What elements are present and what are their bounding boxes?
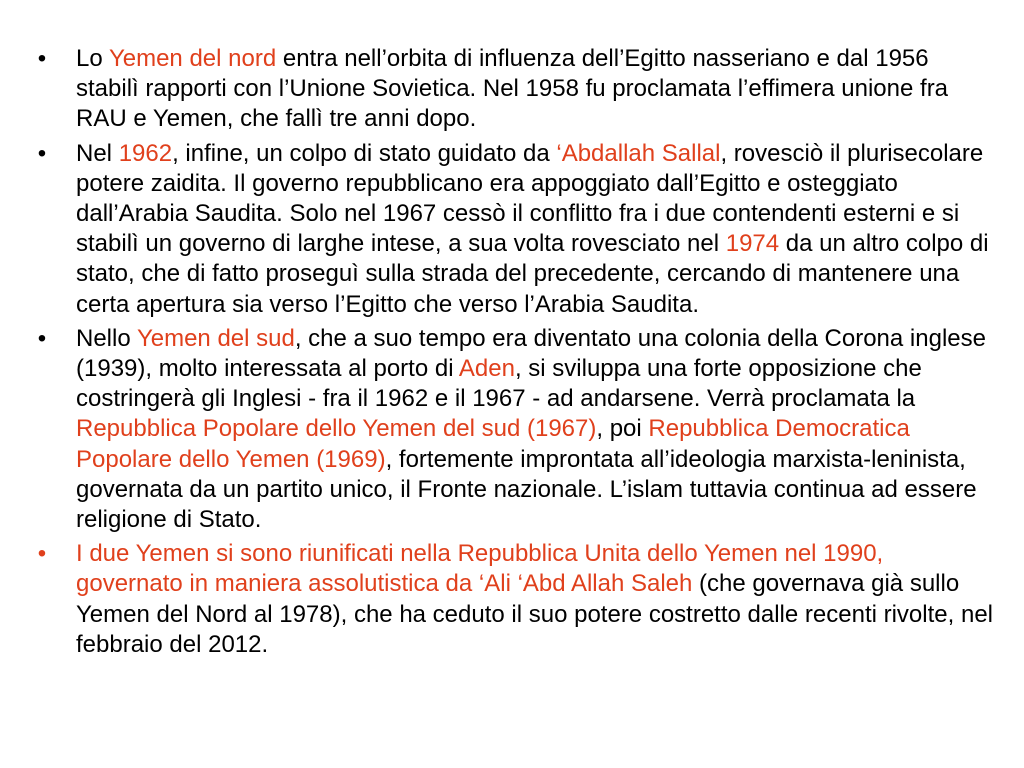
bullet-item-4: [37, 539, 996, 660]
text-segment: Nel: [76, 139, 119, 167]
bullet-dot: •: [37, 540, 47, 568]
text-segment: , infine, un colpo di stato guidato da: [172, 139, 557, 167]
text-segment: entra nell’orbita di influenza dell’Egitto nasseriano e dal 1956 stabilì rapporti con l’Unione Sovietica. Nel 1958 fu proclamata l’effimera unione fra RAU e Yemen, che fallì tre anni dopo.: [76, 45, 949, 133]
highlight-yemen-del-sud: Yemen del sud: [136, 324, 295, 352]
text-segment: , poi: [596, 415, 649, 443]
text-segment: , rovesciò il plurisecolare potere zaidita. Il governo repubblicano era appoggiato dall’Egitto e osteggiato dall’Arabia Saudita. Solo nel 1967 cessò il conflitto fra i due contendenti esterni e si stabilì un governo di larghe intese, a sua volta rovesciato nel: [76, 139, 984, 258]
bullet-list: [37, 44, 996, 660]
bullet-item-1: [37, 44, 996, 135]
text-segment: , che a suo tempo era diventato una colonia della Corona inglese (1939), molto interessata al porto di: [76, 324, 986, 383]
highlight-yemen-del-nord: Yemen del nord: [108, 45, 277, 72]
highlight-aden: Aden: [458, 355, 515, 383]
text-segment: Lo: [76, 45, 109, 72]
bullet-dot: •: [37, 45, 47, 72]
text-segment: da un altro colpo di stato, che di fatto proseguì sulla strada del precedente, cercando di mantenere una certa apertura sia verso l’Egitto che verso l’Arabia Saudita.: [76, 230, 989, 318]
highlight-1962: 1962: [118, 139, 173, 167]
highlight-abdallah-sallal: ‘Abdallah Sallal: [556, 139, 721, 167]
text-segment: , fortemente improntata all’ideologia marxista-leninista, governata da un partito unico, il Fronte nazionale. L’islam tuttavia continua ad essere religione di Stato.: [76, 445, 977, 534]
text-segment: (che governava già sullo Yemen del Nord al 1978), che ha ceduto il suo potere costretto dalle recenti rivolte, nel febbraio del 2012.: [76, 570, 993, 658]
bullet-dot: •: [37, 139, 47, 167]
highlight-repubblica-democratica: Repubblica Democratica Popolare dello Yemen (1969): [76, 415, 910, 473]
text-segment: , si sviluppa una forte opposizione che costringerà gli Inglesi - fra il 1962 e il 1967 - ad andarsene. Verrà proclamata la: [76, 355, 922, 413]
bullet-item-3: [37, 324, 996, 535]
highlight-1974: 1974: [725, 230, 780, 258]
highlight-riunificazione: I due Yemen si sono riunificati nella Repubblica Unita dello Yemen nel 1990, governato in maniera assolutistica da ‘Ali ‘Abd Allah Saleh: [76, 540, 884, 598]
bullet-item-2: [37, 139, 996, 320]
bullet-dot: •: [37, 324, 47, 352]
text-segment: Nello: [76, 324, 137, 352]
highlight-repubblica-popolare: Repubblica Popolare dello Yemen del sud (1967): [76, 415, 597, 443]
